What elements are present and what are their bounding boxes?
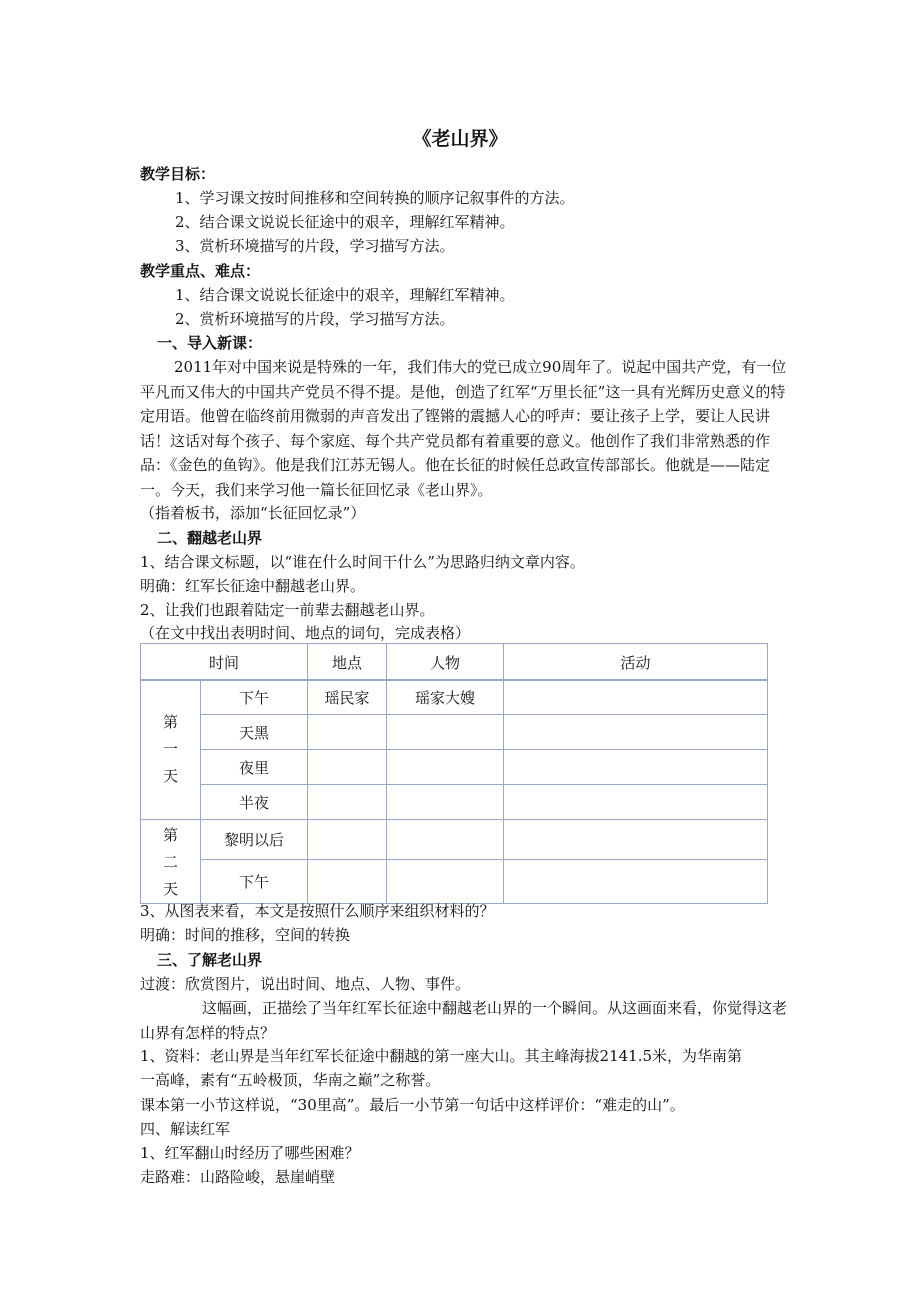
day1-cell [141,680,201,820]
cell-activity [504,785,768,820]
section3-material-line-2: 一高峰，素有“五岭极顶，华南之巅”之称誉。 [140,1071,441,1089]
cell-person [387,820,504,860]
section4-heading: 四、解读红军 [140,1120,231,1138]
cell-activity [504,859,768,903]
time-place-table [140,643,768,681]
cell-person [387,750,504,785]
cell-time: 下午 [201,680,308,715]
cell-person [387,715,504,750]
header-activity: 活动 [504,644,768,681]
table-row [141,750,768,785]
table-row [141,820,768,860]
cell-place [308,820,387,860]
header-place: 地点 [308,644,387,681]
key-point-item-1: 1、结合课文说说长征途中的艰辛，理解红军精神。 [175,286,515,304]
header-time: 时间 [141,644,308,681]
table-header-row [141,644,768,681]
day2-cell [141,820,201,904]
cell-place: 瑶民家 [308,680,387,715]
table-row [141,680,768,715]
document-title: 《老山界》 [412,128,508,150]
cell-place [308,859,387,903]
cell-time: 夜里 [201,750,308,785]
cell-activity [504,715,768,750]
section4-answer-1: 走路难：山路险峻，悬崖峭壁 [140,1168,336,1186]
day1-char-3: 天 [162,767,178,785]
objectives-heading: 教学目标： [140,165,216,183]
day2-char-2: 二 [162,853,178,871]
key-points-heading: 教学重点、难点： [140,262,261,280]
section1-note: （指着板书，添加“长征回忆录”） [140,504,366,522]
objective-item-2: 2、结合课文说说长征途中的艰辛，理解红军精神。 [175,213,515,231]
cell-time: 半夜 [201,785,308,820]
header-person: 人物 [387,644,504,681]
cell-activity [504,820,768,860]
cell-time: 下午 [201,859,308,903]
time-place-table-body [140,679,768,904]
section3-material-line-1: 1、资料：老山界是当年红军长征途中翻越的第一座大山。其主峰海拔2141.5米，为华南第 [140,1047,743,1065]
cell-person [387,859,504,903]
section2-heading: 二、翻越老山界 [157,529,263,547]
table-row [141,785,768,820]
day1-char-2: 一 [162,740,178,758]
section1-paragraph: 2011年对中国来说是特殊的一年，我们伟大的党已成立90周年了。说起中国共产党，有一位平凡而又伟大的中国共产党员不得不提。是他，创造了红军“万里长征”这一具有光辉历史意义的特定用语。他曾在临终前用微弱的声音发出了铿锵的震撼人心的呼声：要让孩子上学，要让人民讲话！这话对每个孩子、每个家庭、每个共产党员都有着重要的意义。他创作了我们非常熟悉的作品：《金色的鱼钩》。他是我们江苏无锡人。他在长征的时候任总政宣传部部长。他就是——陆定一。今天，我们来学习他一篇长征回忆录《老山界》。 [140,358,787,499]
cell-person: 瑶家大嫂 [387,680,504,715]
section3-transition: 过渡：欣赏图片，说出时间、地点、人物、事件。 [140,975,471,993]
objective-item-3: 3、赏析环境描写的片段，学习描写方法。 [175,237,455,255]
key-point-item-2: 2、赏析环境描写的片段，学习描写方法。 [175,310,455,328]
section3-textbook: 课本第一小节这样说，“30里高”。最后一小节第一句话中这样评价：“难走的山”。 [140,1096,685,1114]
cell-activity [504,750,768,785]
cell-place [308,750,387,785]
table-row [141,859,768,903]
day2-char-3: 天 [162,880,178,898]
section3-paragraph: 这幅画，正描绘了当年红军长征途中翻越老山界的一个瞬间。从这画面来看，你觉得这老山界有怎样的特点？ [140,999,788,1042]
cell-activity [504,680,768,715]
cell-time: 天黑 [201,715,308,750]
cell-place [308,715,387,750]
cell-time: 黎明以后 [201,820,308,860]
section1-heading: 一、导入新课： [157,334,263,352]
section2-question-3: 3、从图表来看，本文是按照什么顺序来组织材料的？ [140,902,495,920]
objective-item-1: 1、学习课文按时间推移和空间转换的顺序记叙事件的方法。 [175,189,575,207]
cell-place [308,785,387,820]
section2-table-note: （在文中找出表明时间、地点的词句，完成表格） [140,624,471,642]
section3-heading: 三、了解老山界 [157,951,263,969]
section2-question-1: 1、结合课文标题，以“谁在什么时间干什么”为思路归纳文章内容。 [140,553,585,571]
section2-answer-3: 明确：时间的推移，空间的转换 [140,926,351,944]
day1-char-1: 第 [162,713,178,731]
section2-question-2: 2、让我们也跟着陆定一前辈去翻越老山界。 [140,601,435,619]
section4-question-1: 1、红军翻山时经历了哪些困难？ [140,1144,360,1162]
section2-answer-1: 明确：红军长征途中翻越老山界。 [140,577,366,595]
day2-char-1: 第 [162,826,178,844]
table-row [141,715,768,750]
cell-person [387,785,504,820]
